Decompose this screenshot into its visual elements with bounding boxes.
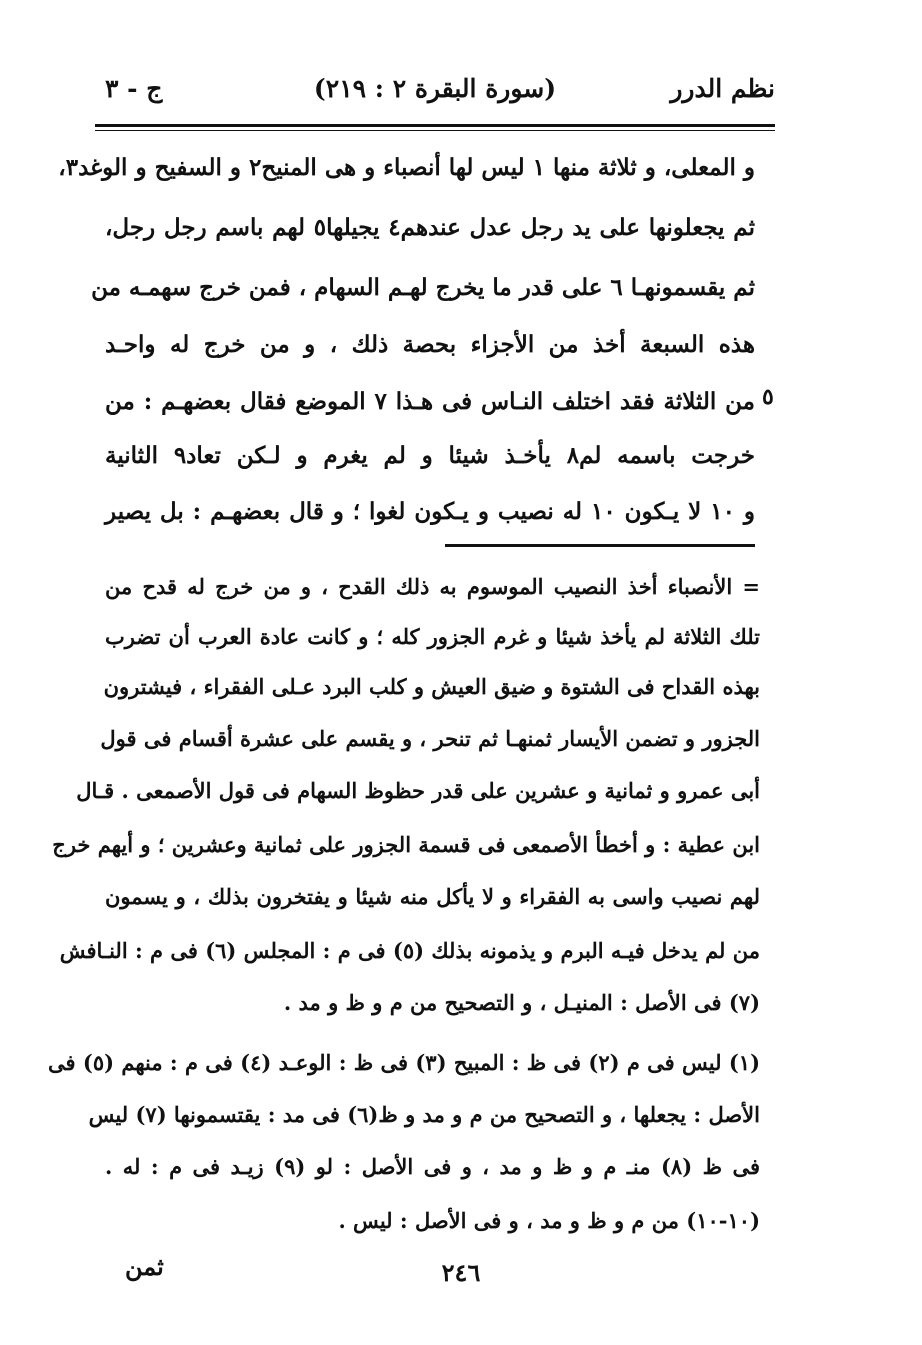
main-text-line: ثم يجعلونها على يد رجل عدل عندهم٤ يجيلها٥ لهم باسم رجل رجل، — [105, 214, 756, 241]
footnote-line: (١٠-١٠) من م و ظ و مد ، و فى الأصل : ليس . — [338, 1208, 760, 1233]
footnote-line: أبى عمرو و ثمانية و عشرين على قدر حظوظ السهام فى قول الأصمعى . قـال — [76, 778, 760, 803]
book-title: نظم الدرر — [670, 74, 775, 103]
header-rule-thin — [95, 130, 775, 131]
footnote-line: ابن عطية : و أخطأ الأصمعى فى قسمة الجزور على ثمانية وعشرين ؛ و أيهم خرج — [52, 832, 760, 857]
line-number-marker: ٥ — [762, 384, 774, 410]
footnote-line: من لم يدخل فيـه البرم و يذمونه بذلك (٥) فى م : المجلس (٦) فى م : النـافش — [59, 938, 760, 963]
volume-number: ج - ٣ — [105, 74, 163, 103]
footnote-line: بهذه القداح فى الشتوة و ضيق العيش و كلب البرد عـلى الفقراء ، فيشترون — [103, 674, 760, 699]
footnote-line: تلك الثلاثة لم يأخذ شيئا و غرم الجزور كله ؛ و كانت عادة العرب أن تضرب — [105, 624, 760, 649]
catchword: ثمن — [125, 1252, 164, 1281]
footnote-line: (٧) فى الأصل : المنيـل ، و التصحيح من م و ظ و مد . — [283, 990, 760, 1015]
main-text-line: خرجت باسمه لم٨ يأخـذ شيئا و لم يغرم و لـكن تعاد٩ الثانية — [105, 442, 755, 469]
header-rule-thick — [95, 124, 775, 127]
main-text-line: من الثلاثة فقد اختلف النـاس فى هـذا ٧ الموضع فقال بعضهـم : من — [105, 388, 755, 415]
footnote-line: الجزور و تضمن الأيسار ثمنهـا ثم تنحر ، و يقسم على عشرة أقسام فى قول — [100, 726, 760, 751]
main-text-line: هذه السبعة أخذ من الأجزاء بحصة ذلك ، و من خرج له واحـد — [105, 331, 755, 358]
footnote-line: فى ظ (٨) منـ م و ظ و مد ، و فى الأصل : لو (٩) زيـد فى م : له . — [105, 1154, 760, 1179]
footnote-line: = الأنصباء أخذ النصيب الموسوم به ذلك القدح ، و من خرج له قدح من — [105, 574, 760, 599]
page-number: ٢٤٦ — [441, 1258, 481, 1287]
running-header — [95, 70, 775, 116]
footnote-line: لهم نصيب واسى به الفقراء و لا يأكل منه شيئا و يفتخرون بذلك ، و يسمون — [105, 884, 760, 909]
main-text-line: ثم يقسمونهـا ٦ على قدر ما يخرج لهـم السهام ، فمن خرج سهمـه من — [91, 274, 755, 301]
main-text-line: و المعلى، و ثلاثة منها ١ ليس لها أنصباء و هى المنيح٢ و السفيح و الوغد٣، — [58, 154, 755, 181]
footnote-separator — [445, 544, 755, 547]
footnote-line: (١) ليس فى م (٢) فى ظ : المبيح (٣) فى ظ : الوعـد (٤) فى م : منهم (٥) فى — [48, 1050, 760, 1075]
surah-reference: (سورة البقرة ٢ : ٢١٩) — [313, 74, 557, 103]
footnote-line: الأصل : يجعلها ، و التصحيح من م و مد و ظ(٦) فى مد : يقتسمونها (٧) ليس — [88, 1102, 760, 1127]
main-text-line: و ١٠ لا يـكون ١٠ له نصيب و يـكون لغوا ؛ و قال بعضهـم : بل يصير — [105, 498, 755, 525]
